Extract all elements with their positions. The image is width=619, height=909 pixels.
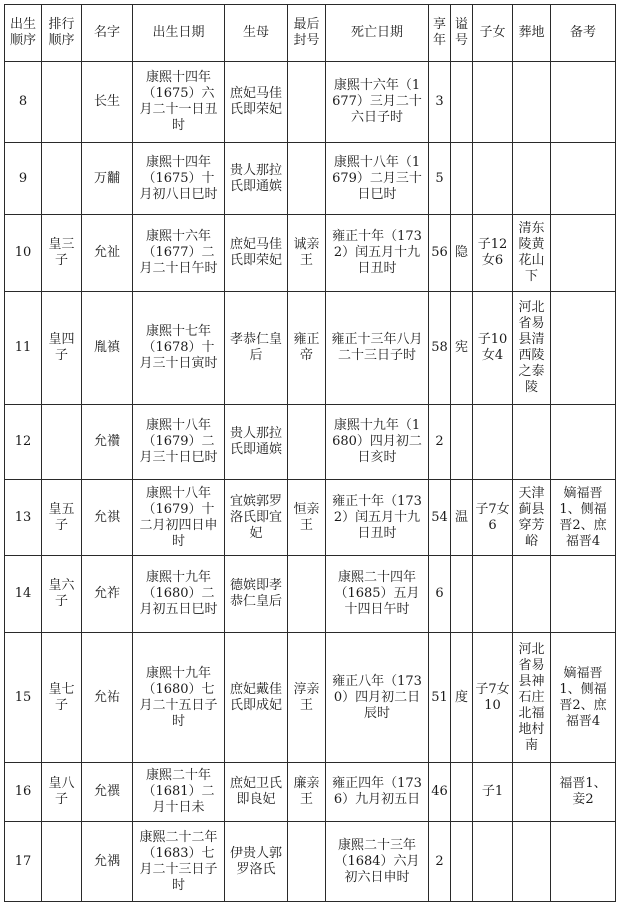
cell-posthumous <box>451 822 473 902</box>
table-row <box>5 822 616 902</box>
cell-notes: 嫡福晋1、侧福晋2、庶福晋4 <box>551 480 616 556</box>
cell-death-date: 雍正八年（1730）四月初二日辰时 <box>326 633 429 763</box>
cell-age: 58 <box>429 292 451 405</box>
cell-notes <box>551 62 616 143</box>
header-mother: 生母 <box>225 5 288 62</box>
table-row <box>5 405 616 480</box>
cell-burial: 天津蓟县穿芳峪 <box>513 480 551 556</box>
cell-birth-order: 8 <box>5 62 42 143</box>
cell-title <box>288 62 326 143</box>
cell-birth-date: 康熙十八年（1679）二月三十日巳时 <box>133 405 225 480</box>
cell-burial <box>513 556 551 633</box>
cell-title: 恒亲王 <box>288 480 326 556</box>
cell-name: 万黼 <box>82 143 133 215</box>
cell-death-date: 康熙二十四年（1685）五月十四日午时 <box>326 556 429 633</box>
table-row <box>5 556 616 633</box>
cell-posthumous <box>451 556 473 633</box>
cell-rank: 皇八子 <box>42 763 82 822</box>
cell-children <box>473 405 513 480</box>
cell-posthumous <box>451 763 473 822</box>
cell-rank: 皇七子 <box>42 633 82 763</box>
cell-mother: 庶妃马佳氏即荣妃 <box>225 62 288 143</box>
cell-posthumous <box>451 143 473 215</box>
cell-burial <box>513 822 551 902</box>
header-birth-order: 出生顺序 <box>5 5 42 62</box>
table-row <box>5 215 616 292</box>
header-posthumous-name: 谥号 <box>451 5 473 62</box>
cell-title: 雍正帝 <box>288 292 326 405</box>
cell-children: 子7女6 <box>473 480 513 556</box>
genealogy-table-page <box>4 4 615 905</box>
cell-children <box>473 143 513 215</box>
header-final-title: 最后封号 <box>288 5 326 62</box>
cell-rank <box>42 143 82 215</box>
cell-mother: 庶妃卫氏即良妃 <box>225 763 288 822</box>
cell-posthumous: 温 <box>451 480 473 556</box>
cell-notes <box>551 292 616 405</box>
cell-death-date: 雍正四年（1736）九月初五日 <box>326 763 429 822</box>
cell-children: 子12女6 <box>473 215 513 292</box>
cell-children <box>473 822 513 902</box>
cell-posthumous <box>451 405 473 480</box>
cell-rank: 皇五子 <box>42 480 82 556</box>
cell-name: 长生 <box>82 62 133 143</box>
cell-title <box>288 822 326 902</box>
table-row <box>5 480 616 556</box>
cell-posthumous: 宪 <box>451 292 473 405</box>
cell-notes: 嫡福晋1、侧福晋2、庶福晋4 <box>551 633 616 763</box>
cell-birth-order: 16 <box>5 763 42 822</box>
cell-name: 允禑 <box>82 822 133 902</box>
cell-name: 允祉 <box>82 215 133 292</box>
cell-rank: 皇四子 <box>42 292 82 405</box>
table-row <box>5 62 616 143</box>
cell-birth-date: 康熙十八年（1679）十二月初四日申时 <box>133 480 225 556</box>
cell-name: 允禩 <box>82 763 133 822</box>
cell-notes <box>551 822 616 902</box>
cell-age: 51 <box>429 633 451 763</box>
cell-age: 46 <box>429 763 451 822</box>
cell-notes <box>551 556 616 633</box>
cell-title: 廉亲王 <box>288 763 326 822</box>
cell-title <box>288 405 326 480</box>
cell-mother: 宜嫔郭罗洛氏即宜妃 <box>225 480 288 556</box>
cell-mother: 庶妃戴佳氏即成妃 <box>225 633 288 763</box>
cell-age: 5 <box>429 143 451 215</box>
header-death-date: 死亡日期 <box>326 5 429 62</box>
cell-birth-order: 13 <box>5 480 42 556</box>
cell-burial: 河北省易县清西陵之泰陵 <box>513 292 551 405</box>
header-age: 享年 <box>429 5 451 62</box>
cell-death-date: 雍正十年（1732）闰五月十九日丑时 <box>326 480 429 556</box>
cell-death-date: 康熙二十三年（1684）六月初六日申时 <box>326 822 429 902</box>
cell-age: 3 <box>429 62 451 143</box>
cell-birth-date: 康熙十六年（1677）二月二十日午时 <box>133 215 225 292</box>
table-row <box>5 633 616 763</box>
cell-name: 允禶 <box>82 405 133 480</box>
cell-death-date: 雍正十三年八月二十三日子时 <box>326 292 429 405</box>
cell-title <box>288 556 326 633</box>
cell-mother: 庶妃马佳氏即荣妃 <box>225 215 288 292</box>
table-row <box>5 763 616 822</box>
cell-death-date: 康熙十六年（1677）三月二十六日子时 <box>326 62 429 143</box>
cell-name: 允祚 <box>82 556 133 633</box>
cell-mother: 德嫔即孝恭仁皇后 <box>225 556 288 633</box>
table-row <box>5 143 616 215</box>
cell-birth-order: 17 <box>5 822 42 902</box>
cell-title: 淳亲王 <box>288 633 326 763</box>
cell-notes: 福晋1、妾2 <box>551 763 616 822</box>
cell-children: 子1 <box>473 763 513 822</box>
cell-birth-order: 15 <box>5 633 42 763</box>
cell-birth-date: 康熙二十二年（1683）七月二十三日子时 <box>133 822 225 902</box>
kangxi-sons-table <box>4 4 616 902</box>
cell-birth-date: 康熙十七年（1678）十月三十日寅时 <box>133 292 225 405</box>
cell-burial <box>513 405 551 480</box>
cell-rank <box>42 405 82 480</box>
cell-birth-date: 康熙十九年（1680）七月二十五日子时 <box>133 633 225 763</box>
cell-birth-order: 10 <box>5 215 42 292</box>
cell-mother: 贵人那拉氏即通嫔 <box>225 143 288 215</box>
header-name: 名字 <box>82 5 133 62</box>
header-burial: 葬地 <box>513 5 551 62</box>
cell-posthumous: 隐 <box>451 215 473 292</box>
cell-mother: 贵人那拉氏即通嫔 <box>225 405 288 480</box>
cell-age: 2 <box>429 822 451 902</box>
cell-birth-order: 11 <box>5 292 42 405</box>
cell-death-date: 雍正十年（1732）闰五月十九日丑时 <box>326 215 429 292</box>
cell-children: 子7女10 <box>473 633 513 763</box>
cell-name: 允祺 <box>82 480 133 556</box>
table-body <box>5 62 616 902</box>
cell-age: 56 <box>429 215 451 292</box>
cell-title <box>288 143 326 215</box>
cell-children <box>473 556 513 633</box>
cell-posthumous: 度 <box>451 633 473 763</box>
header-notes: 备考 <box>551 5 616 62</box>
cell-burial <box>513 763 551 822</box>
cell-notes <box>551 405 616 480</box>
cell-rank <box>42 822 82 902</box>
cell-burial <box>513 62 551 143</box>
cell-birth-date: 康熙十九年（1680）二月初五日巳时 <box>133 556 225 633</box>
cell-birth-date: 康熙十四年（1675）六月二十一日丑时 <box>133 62 225 143</box>
cell-children: 子10女4 <box>473 292 513 405</box>
cell-notes <box>551 215 616 292</box>
cell-burial: 河北省易县神石庄北福地村南 <box>513 633 551 763</box>
table-row <box>5 292 616 405</box>
cell-death-date: 康熙十九年（1680）四月初二日亥时 <box>326 405 429 480</box>
cell-death-date: 康熙十八年（1679）二月三十日巳时 <box>326 143 429 215</box>
cell-mother: 孝恭仁皇后 <box>225 292 288 405</box>
table-header-row <box>5 5 616 62</box>
cell-birth-order: 9 <box>5 143 42 215</box>
cell-birth-date: 康熙二十年（1681）二月十日未 <box>133 763 225 822</box>
cell-rank: 皇三子 <box>42 215 82 292</box>
header-birth-date: 出生日期 <box>133 5 225 62</box>
cell-birth-order: 12 <box>5 405 42 480</box>
cell-mother: 伊贵人郭罗洛氏 <box>225 822 288 902</box>
cell-rank <box>42 62 82 143</box>
cell-posthumous <box>451 62 473 143</box>
cell-rank: 皇六子 <box>42 556 82 633</box>
cell-age: 6 <box>429 556 451 633</box>
cell-birth-order: 14 <box>5 556 42 633</box>
cell-burial <box>513 143 551 215</box>
cell-burial: 清东陵黄花山下 <box>513 215 551 292</box>
cell-name: 胤禛 <box>82 292 133 405</box>
cell-age: 2 <box>429 405 451 480</box>
header-rank-order: 排行顺序 <box>42 5 82 62</box>
header-children: 子女 <box>473 5 513 62</box>
cell-name: 允祐 <box>82 633 133 763</box>
cell-age: 54 <box>429 480 451 556</box>
cell-title: 诚亲王 <box>288 215 326 292</box>
cell-notes <box>551 143 616 215</box>
cell-birth-date: 康熙十四年（1675）十月初八日巳时 <box>133 143 225 215</box>
cell-children <box>473 62 513 143</box>
